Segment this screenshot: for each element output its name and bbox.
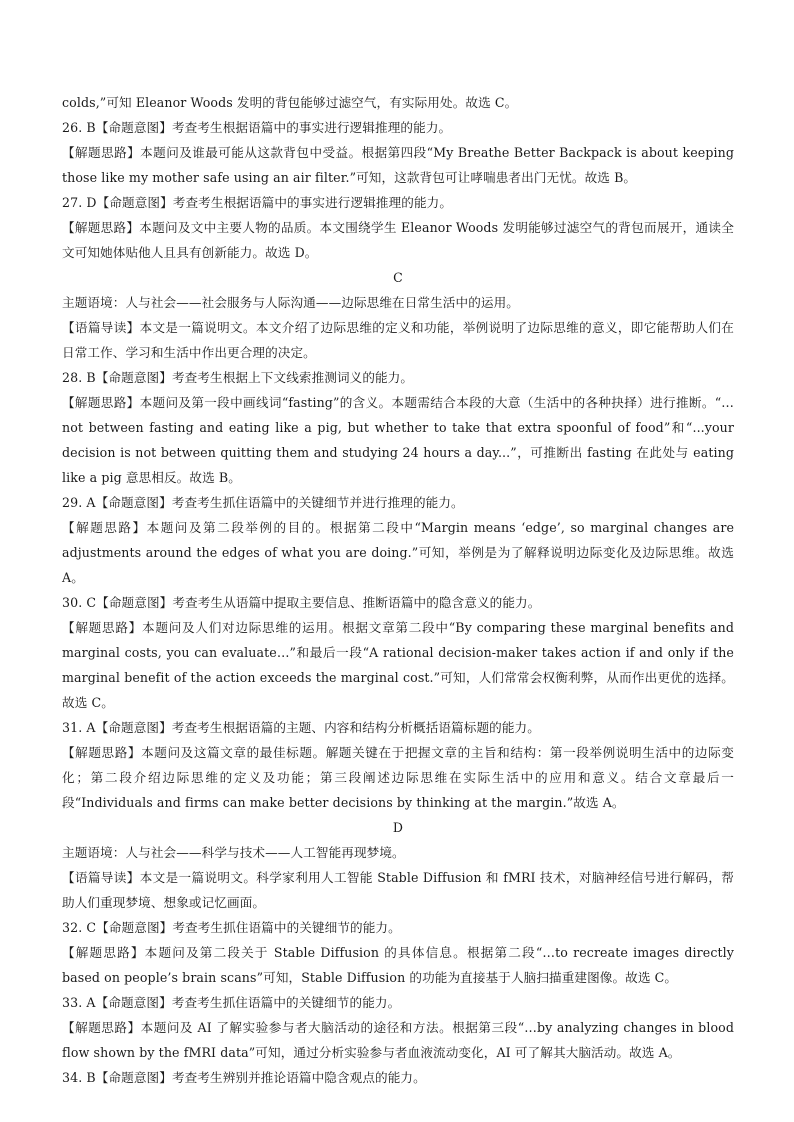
question-intent: 31. A【命题意图】考查考生根据语篇的主题、内容和结构分析概括语篇标题的能力。 <box>62 720 540 735</box>
question-intent: 28. B【命题意图】考查考生根据上下文线索推测词义的能力。 <box>62 370 414 385</box>
theme-context: 主题语境：人与社会——社会服务与人际沟通——边际思维在日常生活中的运用。 <box>62 295 519 310</box>
solution-idea: 【解题思路】本题问及文中主要人物的品质。本文围绕学生 Eleanor Woods 发明能够过滤空气的背包而展开，通读全文可知她体贴他人且具有创新能力。故选 D。 <box>62 220 734 260</box>
question-intent: 32. C【命题意图】考查考生抓住语篇中的关键细节的能力。 <box>62 920 401 935</box>
section-heading: C <box>393 270 403 285</box>
question-intent: 30. C【命题意图】考查考生从语篇中提取主要信息、推断语篇中的隐含意义的能力。 <box>62 595 541 610</box>
solution-idea: 【解题思路】本题问及第二段关于 Stable Diffusion 的具体信息。根据第二段“…to recreate images directly based on people’s brain scans”可知，Stable Diffusion 的功能为直接基于人脑扫描重建图像。故选 C。 <box>62 945 734 985</box>
question-intent: 27. D【命题意图】考查考生根据语篇中的事实进行逻辑推理的能力。 <box>62 195 453 210</box>
question-intent: 34. B【命题意图】考查考生辨别并推论语篇中隐含观点的能力。 <box>62 1070 426 1085</box>
passage-guide: 【语篇导读】本文是一篇说明文。科学家利用人工智能 Stable Diffusion 和 fMRI 技术，对脑神经信号进行解码，帮助人们重现梦境、想象或记忆画面。 <box>62 870 734 910</box>
paragraph: colds,”可知 Eleanor Woods 发明的背包能够过滤空气，有实际用处。故选 C。 <box>62 95 518 110</box>
solution-idea: 【解题思路】本题问及第一段中画线词“fasting”的含义。本题需结合本段的大意（生活中的各种抉择）进行推断。“…not between fasting and eating like a pig, but whether to take that extra spoonful of food”和“...your decision is not between quitting them and studying 24 hours a day...”，可推断出 fasting 在此处与 eating like a pig 意思相反。故选 B。 <box>62 395 734 485</box>
solution-idea: 【解题思路】本题问及人们对边际思维的运用。根据文章第二段中“By comparing these marginal benefits and marginal costs, you can evaluate…”和最后一段“A rational decision-maker takes action if and only if the marginal benefit of the action exceeds the marginal cost.”可知，人们常常会权衡利弊，从而作出更优的选择。故选 C。 <box>62 620 734 710</box>
theme-context: 主题语境：人与社会——科学与技术——人工智能再现梦境。 <box>62 845 405 860</box>
answer-explanation-body <box>62 90 734 1090</box>
solution-idea: 【解题思路】本题问及这篇文章的最佳标题。解题关键在于把握文章的主旨和结构：第一段举例说明生活中的边际变化；第二段介绍边际思维的定义及功能；第三段阐述边际思维在实际生活中的应用和意义。结合文章最后一段“Individuals and firms can make better decisions by thinking at the margin.”故选 A。 <box>62 745 734 810</box>
section-heading: D <box>392 820 404 835</box>
question-intent: 26. B【命题意图】考查考生根据语篇中的事实进行逻辑推理的能力。 <box>62 120 452 135</box>
solution-idea: 【解题思路】本题问及 AI 了解实验参与者大脑活动的途径和方法。根据第三段“…by analyzing changes in blood flow shown by the fMRI data”可知，通过分析实验参与者血液流动变化，AI 可了解其大脑活动。故选 A。 <box>62 1020 734 1060</box>
question-intent: 29. A【命题意图】考查考生抓住语篇中的关键细节并进行推理的能力。 <box>62 495 464 510</box>
question-intent: 33. A【命题意图】考查考生抓住语篇中的关键细节的能力。 <box>62 995 401 1010</box>
solution-idea: 【解题思路】本题问及谁最可能从这款背包中受益。根据第四段“My Breathe Better Backpack is about keeping those like my mother safe using an air filter.”可知，这款背包可让哮喘患者出门无忧。故选 B。 <box>62 145 734 185</box>
solution-idea: 【解题思路】本题问及第二段举例的目的。根据第二段中“Margin means ‘edge’, so marginal changes are adjustments around the edges of what you are doing.”可知，举例是为了解释说明边际变化及边际思维。故选 A。 <box>62 520 734 585</box>
passage-guide: 【语篇导读】本文是一篇说明文。本文介绍了边际思维的定义和功能，举例说明了边际思维的意义，即它能帮助人们在日常工作、学习和生活中作出更合理的决定。 <box>62 320 734 360</box>
